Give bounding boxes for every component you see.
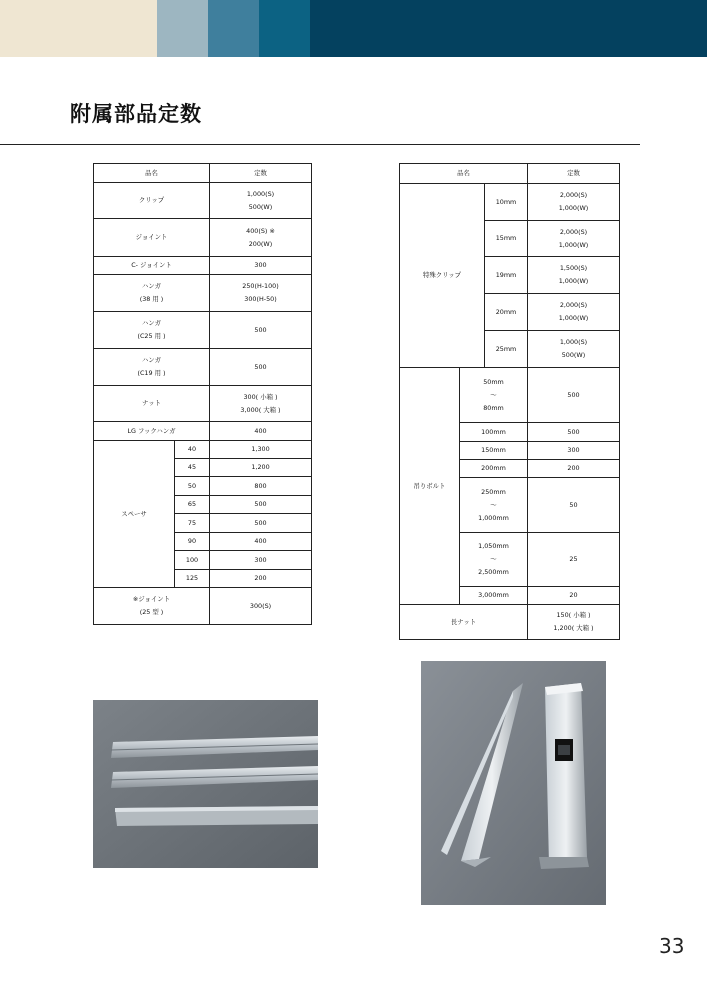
header-bar-2: [157, 0, 208, 57]
spacer-qty: 500: [210, 514, 312, 533]
product-photo-channels: [93, 700, 318, 868]
item-name: LG フックハンガ: [94, 422, 210, 441]
clip-size: 25mm: [485, 331, 528, 368]
bolt-name: 吊りボルト: [400, 368, 460, 605]
spacer-size: 45: [175, 459, 210, 477]
item-name: ハンガ (38 用 ): [94, 275, 210, 312]
spacer-name: スペーサ: [94, 441, 175, 588]
bolt-qty: 200: [528, 460, 620, 478]
header-bar-1: [0, 0, 157, 57]
clip-qty: 1,000(S) 500(W): [528, 331, 620, 368]
bolt-size: 3,000mm: [460, 587, 528, 605]
header-bar-4: [259, 0, 310, 57]
item-qty: 500: [210, 312, 312, 349]
product-photo-c-channels: [421, 661, 606, 905]
clip-size: 20mm: [485, 294, 528, 331]
spacer-size: 100: [175, 551, 210, 570]
spacer-size: 50: [175, 477, 210, 496]
clip-size: 10mm: [485, 184, 528, 221]
right-spec-table: [399, 163, 620, 640]
bolt-qty: 500: [528, 423, 620, 442]
clip-size: 15mm: [485, 221, 528, 257]
long-nut-qty: 150( 小箱 ) 1,200( 大箱 ): [528, 605, 620, 640]
clip-qty: 2,000(S) 1,000(W): [528, 184, 620, 221]
item-name: クリップ: [94, 183, 210, 219]
item-qty: 400(S) ※ 200(W): [210, 219, 312, 257]
item-name: ジョイント: [94, 219, 210, 257]
item-qty: 500: [210, 349, 312, 386]
clip-qty: 2,000(S) 1,000(W): [528, 221, 620, 257]
page-number: 33: [659, 934, 685, 958]
title-divider: [0, 144, 640, 145]
bolt-qty: 20: [528, 587, 620, 605]
bolt-qty: 500: [528, 368, 620, 423]
spacer-size: 40: [175, 441, 210, 459]
clip-size: 19mm: [485, 257, 528, 294]
spacer-qty: 400: [210, 533, 312, 551]
bolt-qty: 300: [528, 442, 620, 460]
bolt-size: 100mm: [460, 423, 528, 442]
item-qty: 300( 小箱 ) 3,000( 大箱 ): [210, 386, 312, 422]
item-name: C- ジョイント: [94, 257, 210, 275]
spacer-qty: 300: [210, 551, 312, 570]
bolt-size: 50mm ～ 80mm: [460, 368, 528, 423]
item-qty: 250(H-100) 300(H-50): [210, 275, 312, 312]
header-name: 品名: [400, 164, 528, 184]
bolt-size: 250mm ～ 1,000mm: [460, 478, 528, 533]
header-qty: 定数: [528, 164, 620, 184]
bolt-qty: 25: [528, 533, 620, 587]
spacer-size: 90: [175, 533, 210, 551]
spacer-qty: 1,300: [210, 441, 312, 459]
item-name: ハンガ (C25 用 ): [94, 312, 210, 349]
spacer-size: 65: [175, 496, 210, 514]
spacer-size: 75: [175, 514, 210, 533]
bolt-size: 1,050mm ～ 2,500mm: [460, 533, 528, 587]
item-qty: 1,000(S) 500(W): [210, 183, 312, 219]
item-qty: 300(S): [210, 588, 312, 625]
header-bar-3: [208, 0, 259, 57]
bolt-qty: 50: [528, 478, 620, 533]
bolt-size: 150mm: [460, 442, 528, 460]
spacer-qty: 500: [210, 496, 312, 514]
item-name: ※ジョイント (25 型 ): [94, 588, 210, 625]
item-qty: 300: [210, 257, 312, 275]
item-qty: 400: [210, 422, 312, 441]
spacer-qty: 800: [210, 477, 312, 496]
clip-qty: 1,500(S) 1,000(W): [528, 257, 620, 294]
page-title: 附属部品定数: [70, 102, 202, 126]
left-spec-table: [93, 163, 312, 625]
spacer-qty: 1,200: [210, 459, 312, 477]
special-clip-name: 特殊クリップ: [400, 184, 485, 368]
item-name: ハンガ (C19 用 ): [94, 349, 210, 386]
long-nut-name: 長ナット: [400, 605, 528, 640]
item-name: ナット: [94, 386, 210, 422]
clip-qty: 2,000(S) 1,000(W): [528, 294, 620, 331]
header-qty: 定数: [210, 164, 312, 183]
spacer-size: 125: [175, 570, 210, 588]
spacer-qty: 200: [210, 570, 312, 588]
bolt-size: 200mm: [460, 460, 528, 478]
header-name: 品名: [94, 164, 210, 183]
header-bar-5: [310, 0, 707, 57]
